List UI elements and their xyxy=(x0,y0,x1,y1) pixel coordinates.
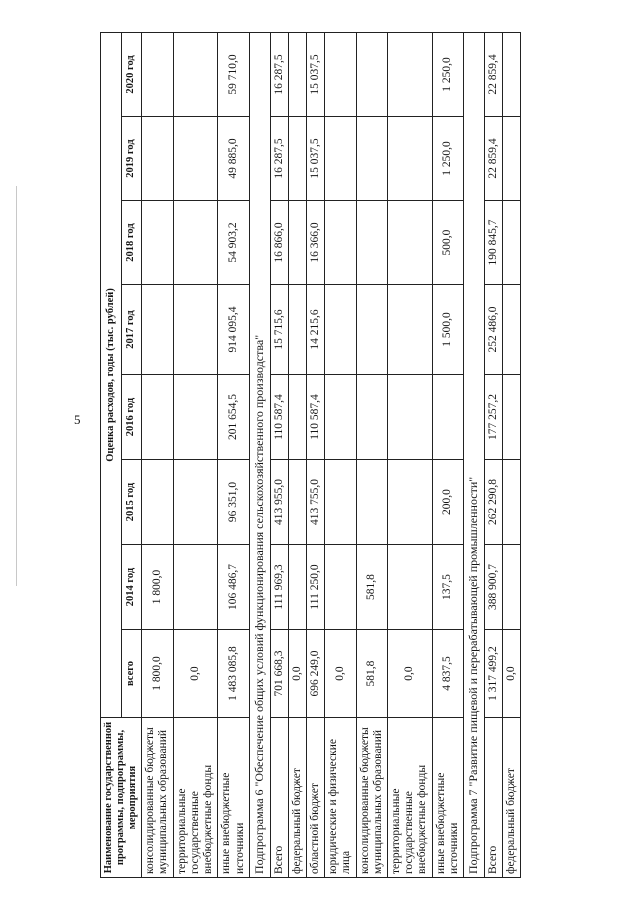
value-cell xyxy=(142,460,173,545)
value-cell: 500,0 xyxy=(432,201,463,285)
table-row xyxy=(432,32,463,877)
value-cell: 1 800,0 xyxy=(142,630,173,718)
value-cell xyxy=(288,201,306,285)
value-cell xyxy=(288,460,306,545)
value-cell: 262 290,8 xyxy=(484,460,502,545)
header-year: 2016 год xyxy=(121,375,142,460)
value-cell xyxy=(503,201,521,285)
margin-line xyxy=(16,186,17,586)
value-cell: 106 486,7 xyxy=(218,545,249,630)
value-cell xyxy=(142,285,173,375)
value-cell: 111 969,3 xyxy=(270,545,288,630)
value-cell: 581,8 xyxy=(356,630,387,718)
value-cell: 1 483 085,8 xyxy=(218,630,249,718)
header-year: 2015 год xyxy=(121,460,142,545)
value-cell xyxy=(288,545,306,630)
value-cell: 701 668,3 xyxy=(270,630,288,718)
header-estimate: Оценка расходов, годы (тыс. рублей) xyxy=(101,32,122,717)
value-cell: 1 317 499,2 xyxy=(484,630,502,718)
rotated-page-content xyxy=(100,33,600,878)
subprogram-title: Подпрограмма 7 "Развитие пищевой и перерабатывающей промышленности" xyxy=(464,32,485,877)
value-cell xyxy=(173,117,218,201)
value-cell: 1 250,0 xyxy=(432,32,463,116)
value-cell xyxy=(173,32,218,116)
value-cell: 59 710,0 xyxy=(218,32,249,116)
value-cell xyxy=(356,375,387,460)
value-cell xyxy=(173,545,218,630)
value-cell xyxy=(173,285,218,375)
row-label: консолидированные бюджеты муниципальных образований xyxy=(356,718,387,878)
value-cell: 1 250,0 xyxy=(432,117,463,201)
value-cell: 4 837,5 xyxy=(432,630,463,718)
value-cell: 696 249,0 xyxy=(306,630,324,718)
table-row xyxy=(288,32,306,877)
value-cell: 1 500,0 xyxy=(432,285,463,375)
value-cell xyxy=(173,460,218,545)
value-cell xyxy=(173,375,218,460)
value-cell: 110 587,4 xyxy=(306,375,324,460)
value-cell: 137,5 xyxy=(432,545,463,630)
value-cell xyxy=(356,32,387,116)
value-cell xyxy=(325,117,356,201)
value-cell xyxy=(288,375,306,460)
value-cell xyxy=(388,117,433,201)
row-label: иные внебюджетные источники xyxy=(432,718,463,878)
value-cell: 16 366,0 xyxy=(306,201,324,285)
row-label: Всего xyxy=(484,718,502,878)
subprogram-row xyxy=(464,32,485,877)
value-cell xyxy=(142,32,173,116)
value-cell: 0,0 xyxy=(173,630,218,718)
row-label: областной бюджет xyxy=(306,718,324,878)
value-cell xyxy=(356,201,387,285)
value-cell: 0,0 xyxy=(288,630,306,718)
value-cell: 0,0 xyxy=(388,630,433,718)
value-cell: 54 903,2 xyxy=(218,201,249,285)
value-cell xyxy=(288,285,306,375)
value-cell xyxy=(142,117,173,201)
value-cell xyxy=(325,285,356,375)
value-cell: 16 287,5 xyxy=(270,117,288,201)
value-cell xyxy=(325,545,356,630)
value-cell: 252 486,0 xyxy=(484,285,502,375)
value-cell xyxy=(503,375,521,460)
table-row xyxy=(484,32,502,877)
header-year: 2018 год xyxy=(121,201,142,285)
value-cell: 111 250,0 xyxy=(306,545,324,630)
value-cell: 49 885,0 xyxy=(218,117,249,201)
row-label: федеральный бюджет xyxy=(503,718,521,878)
page-number: 5 xyxy=(74,412,81,427)
value-cell xyxy=(388,32,433,116)
value-cell: 110 587,4 xyxy=(270,375,288,460)
header-year: 2017 год xyxy=(121,285,142,375)
value-cell xyxy=(503,545,521,630)
header-year: 2014 год xyxy=(121,545,142,630)
value-cell: 0,0 xyxy=(325,630,356,718)
value-cell: 1 800,0 xyxy=(142,545,173,630)
value-cell: 201 654,5 xyxy=(218,375,249,460)
value-cell xyxy=(503,285,521,375)
table-row xyxy=(173,32,218,877)
subprogram-title: Подпрограмма 6 "Обеспечение общих условий функционирования сельскохозяйственного производства" xyxy=(249,32,270,877)
value-cell xyxy=(356,285,387,375)
value-cell xyxy=(503,460,521,545)
value-cell: 413 755,0 xyxy=(306,460,324,545)
value-cell xyxy=(503,32,521,116)
header-year: 2020 год xyxy=(121,32,142,116)
table-row xyxy=(218,32,249,877)
value-cell: 15 037,5 xyxy=(306,32,324,116)
value-cell: 16 287,5 xyxy=(270,32,288,116)
row-label: территориальные государственные внебюджетные фонды xyxy=(388,718,433,878)
value-cell: 22 859,4 xyxy=(484,32,502,116)
row-label: федеральный бюджет xyxy=(288,718,306,878)
table-row xyxy=(388,32,433,877)
value-cell: 200,0 xyxy=(432,460,463,545)
table-row xyxy=(356,32,387,877)
value-cell xyxy=(173,201,218,285)
value-cell: 22 859,4 xyxy=(484,117,502,201)
value-cell xyxy=(432,375,463,460)
value-cell xyxy=(325,32,356,116)
value-cell: 190 845,7 xyxy=(484,201,502,285)
header-name-column: Наименование государственной программы, подпрограммы, мероприятия xyxy=(101,718,142,878)
value-cell xyxy=(503,117,521,201)
value-cell xyxy=(288,32,306,116)
value-cell: 0,0 xyxy=(503,630,521,718)
value-cell xyxy=(356,460,387,545)
value-cell: 16 866,0 xyxy=(270,201,288,285)
header-year: всего xyxy=(121,630,142,718)
row-label: консолидированные бюджеты муниципальных образований xyxy=(142,718,173,878)
row-label: иные внебюджетные источники xyxy=(218,718,249,878)
table-row xyxy=(142,32,173,877)
value-cell: 96 351,0 xyxy=(218,460,249,545)
table-row xyxy=(270,32,288,877)
value-cell xyxy=(388,460,433,545)
value-cell xyxy=(142,201,173,285)
subprogram-row xyxy=(249,32,270,877)
value-cell xyxy=(388,201,433,285)
value-cell xyxy=(356,117,387,201)
row-label: Всего xyxy=(270,718,288,878)
value-cell xyxy=(388,545,433,630)
table-body xyxy=(142,32,521,877)
value-cell xyxy=(388,375,433,460)
value-cell: 914 095,4 xyxy=(218,285,249,375)
budget-table xyxy=(100,32,521,878)
table-row xyxy=(503,32,521,877)
table-row xyxy=(325,32,356,877)
value-cell: 177 257,2 xyxy=(484,375,502,460)
row-label: территориальные государственные внебюджетные фонды xyxy=(173,718,218,878)
value-cell: 15 715,6 xyxy=(270,285,288,375)
header-year: 2019 год xyxy=(121,117,142,201)
table-row xyxy=(306,32,324,877)
value-cell: 14 215,6 xyxy=(306,285,324,375)
value-cell xyxy=(325,201,356,285)
value-cell: 388 900,7 xyxy=(484,545,502,630)
value-cell xyxy=(388,285,433,375)
value-cell xyxy=(142,375,173,460)
row-label: юридические и физические лица xyxy=(325,718,356,878)
value-cell xyxy=(325,375,356,460)
value-cell: 413 955,0 xyxy=(270,460,288,545)
value-cell: 581,8 xyxy=(356,545,387,630)
value-cell xyxy=(325,460,356,545)
value-cell: 15 037,5 xyxy=(306,117,324,201)
value-cell xyxy=(288,117,306,201)
